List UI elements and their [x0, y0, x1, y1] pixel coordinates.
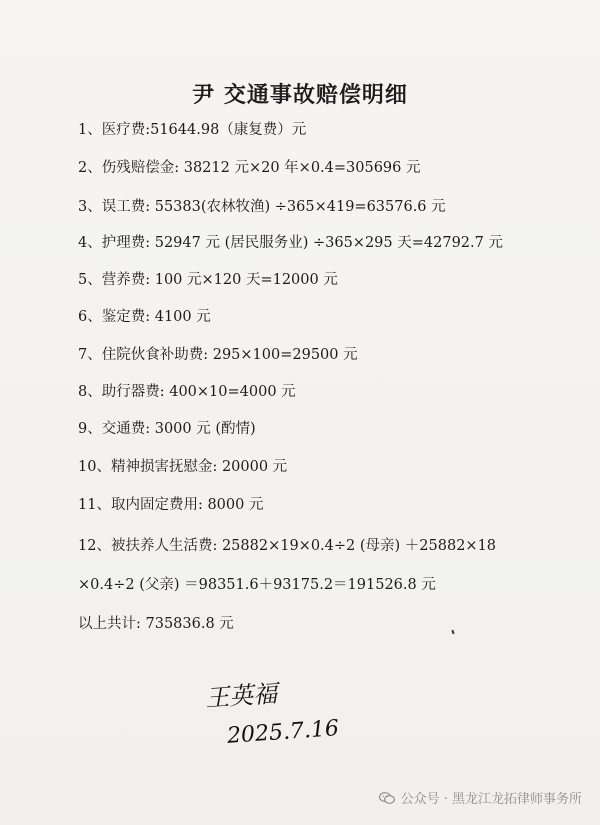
list-item: 10、精神损害抚慰金: 20000 元 — [78, 459, 288, 475]
list-item: 2、伤残赔偿金: 38212 元×20 年×0.4=305696 元 — [78, 160, 421, 176]
list-item: 9、交通费: 3000 元 (酌情) — [78, 421, 256, 437]
watermark — [379, 788, 582, 807]
list-item: 5、营养费: 100 元×120 天=12000 元 — [78, 272, 338, 288]
handwritten-date: 2025.7.16 — [226, 716, 340, 749]
ink-speck — [451, 630, 454, 634]
handwritten-signature: 王英福 — [204, 679, 279, 713]
wechat-icon — [379, 792, 395, 804]
list-item: 8、助行器费: 400×10=4000 元 — [78, 384, 296, 400]
list-item: 7、住院伙食补助费: 295×100=29500 元 — [78, 347, 358, 363]
list-item: 4、护理费: 52947 元 (居民服务业) ÷365×295 天=42792.7 元 — [78, 235, 503, 251]
list-item: 1、医疗费:51644.98（康复费）元 — [78, 122, 307, 138]
list-item-continuation: ×0.4÷2 (父亲) ＝98351.6＋93175.2＝191526.8 元 — [78, 577, 436, 593]
signature-block — [205, 676, 385, 766]
list-item: 11、取内固定费用: 8000 元 — [78, 497, 264, 513]
list-item: 6、鉴定费: 4100 元 — [78, 309, 211, 325]
list-item: 12、被扶养人生活费: 25882×19×0.4÷2 (母亲) ＋25882×18 — [78, 538, 497, 554]
document-title: 尹 交通事故赔偿明细 — [192, 83, 408, 108]
total-line: 以上共计: 735836.8 元 — [78, 616, 234, 632]
watermark-text: 公众号 · 黑龙江龙拓律师事务所 — [400, 792, 582, 807]
list-item: 3、误工费: 55383(农林牧渔) ÷365×419=63576.6 元 — [78, 199, 446, 215]
